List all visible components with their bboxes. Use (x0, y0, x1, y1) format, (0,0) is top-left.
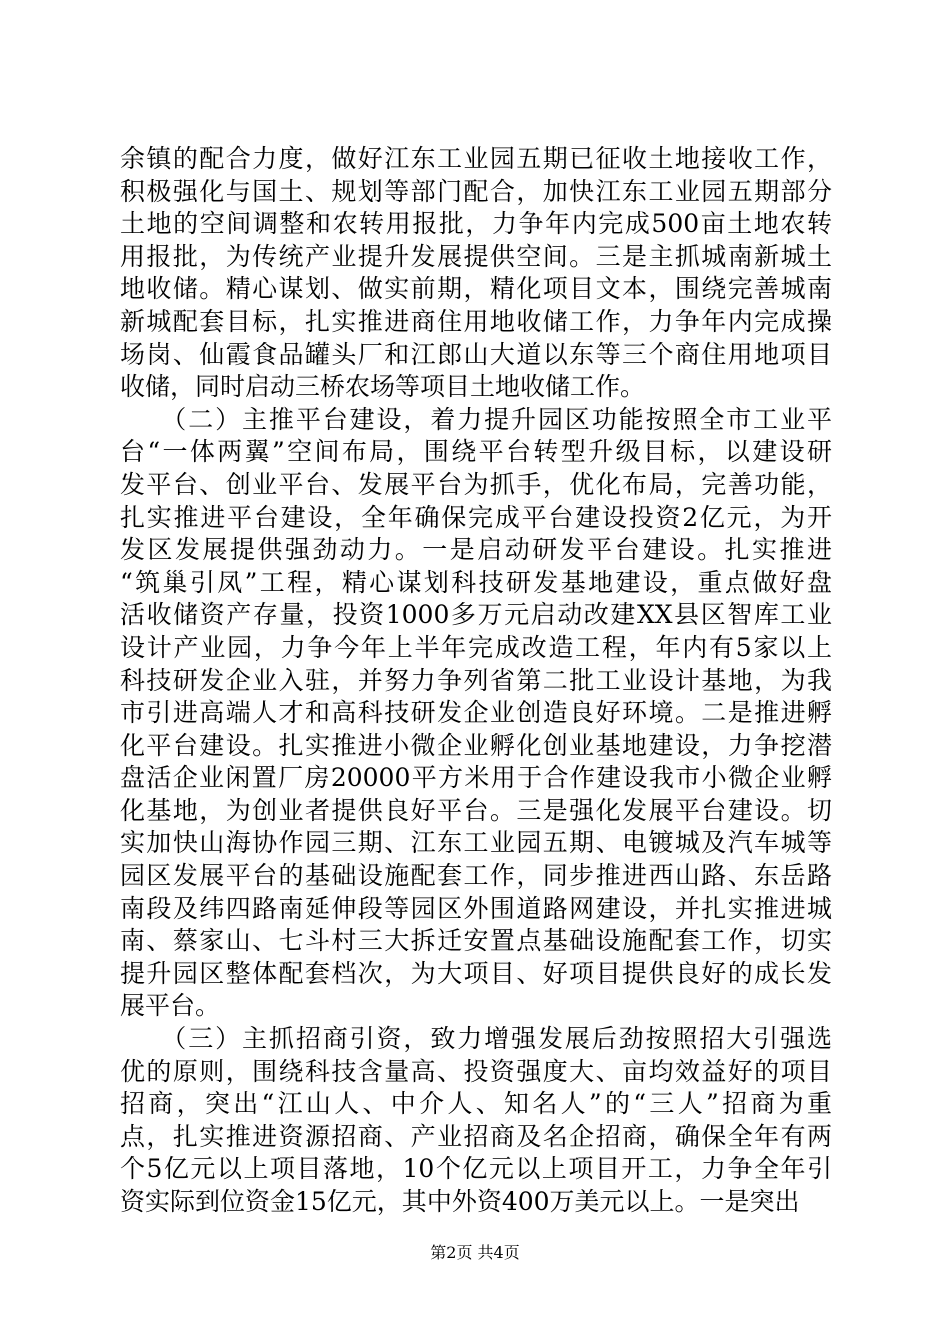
text-line: 提升园区整体配套档次，为大项目、好项目提供良好的成长发 (120, 958, 832, 988)
text-line: 化平台建设。扎实推进小微企业孵化创业基地建设，力争挖潜 (120, 730, 832, 760)
text-line: 发平台、创业平台、发展平台为抓手，优化布局，完善功能， (120, 469, 832, 499)
text-line: 场岗、仙霞食品罐头厂和江郎山大道以东等三个商住用地项目 (120, 339, 832, 369)
text-line: （二）主推平台建设，着力提升园区功能按照全市工业平 (120, 404, 832, 434)
text-line: 用报批，为传统产业提升发展提供空间。三是主抓城南新城土 (120, 241, 832, 271)
text-line: “筑巢引凤”工程，精心谋划科技研发基地建设，重点做好盘 (120, 567, 832, 597)
page-footer: 第2页 共4页 (430, 1243, 520, 1262)
text-line: 盘活企业闲置厂房20000平方米用于合作建设我市小微企业孵 (120, 763, 832, 793)
text-line: 招商，突出“江山人、中介人、知名人”的“三人”招商为重 (120, 1089, 832, 1119)
text-line: 地收储。精心谋划、做实前期，精化项目文本，围绕完善城南 (120, 274, 832, 304)
text-line: 扎实推进平台建设，全年确保完成平台建设投资2亿元，为开 (120, 502, 832, 532)
text-line: 南段及纬四路南延伸段等园区外围道路网建设，并扎实推进城 (120, 893, 832, 923)
text-line: 设计产业园，力争今年上半年完成改造工程，年内有5家以上 (120, 632, 832, 662)
text-line: 展平台。 (120, 991, 221, 1021)
text-line: 园区发展平台的基础设施配套工作，同步推进西山路、东岳路 (120, 861, 832, 891)
text-line: 收储，同时启动三桥农场等项目土地收储工作。 (120, 372, 646, 402)
text-line: 化基地，为创业者提供良好平台。三是强化发展平台建设。切 (120, 795, 832, 825)
text-line: 积极强化与国土、规划等部门配合，加快江东工业园五期部分 (120, 176, 832, 206)
text-line: 土地的空间调整和农转用报批，力争年内完成500亩土地农转 (120, 209, 832, 239)
paragraph (120, 404, 832, 1023)
text-line: 资实际到位资金15亿元，其中外资400万美元以上。一是突出 (120, 1187, 800, 1216)
text-line: 活收储资产存量，投资1000多万元启动改建XX县区智库工业 (120, 600, 832, 630)
text-line: 发区发展提供强劲动力。一是启动研发平台建设。扎实推进 (120, 535, 832, 565)
text-line: 点，扎实推进资源招商、产业招商及名企招商，确保全年有两 (120, 1121, 832, 1151)
text-line: 市引进高端人才和高科技研发企业创造良好环境。二是推进孵 (120, 698, 832, 728)
text-line: 南、蔡家山、七斗村三大拆迁安置点基础设施配套工作，切实 (120, 926, 832, 956)
text-line: （三）主抓招商引资，致力增强发展后劲按照招大引强选 (120, 1024, 832, 1054)
text-line: 实加快山海协作园三期、江东工业园五期、电镀城及汽车城等 (120, 828, 832, 858)
text-line: 优的原则，围绕科技含量高、投资强度大、亩均效益好的项目 (120, 1056, 832, 1086)
text-line: 科技研发企业入驻，并努力争列省第二批工业设计基地，为我 (120, 665, 832, 695)
text-line: 台“一体两翼”空间布局，围绕平台转型升级目标，以建设研 (120, 437, 832, 467)
document-body (120, 143, 832, 1219)
text-line: 新城配套目标，扎实推进商住用地收储工作，力争年内完成操 (120, 306, 832, 336)
text-line: 余镇的配合力度，做好江东工业园五期已征收土地接收工作， (120, 144, 832, 173)
paragraph (120, 1023, 832, 1219)
paragraph (120, 143, 832, 404)
text-line: 个5亿元以上项目落地，10个亿元以上项目开工，力争全年引 (120, 1154, 832, 1184)
